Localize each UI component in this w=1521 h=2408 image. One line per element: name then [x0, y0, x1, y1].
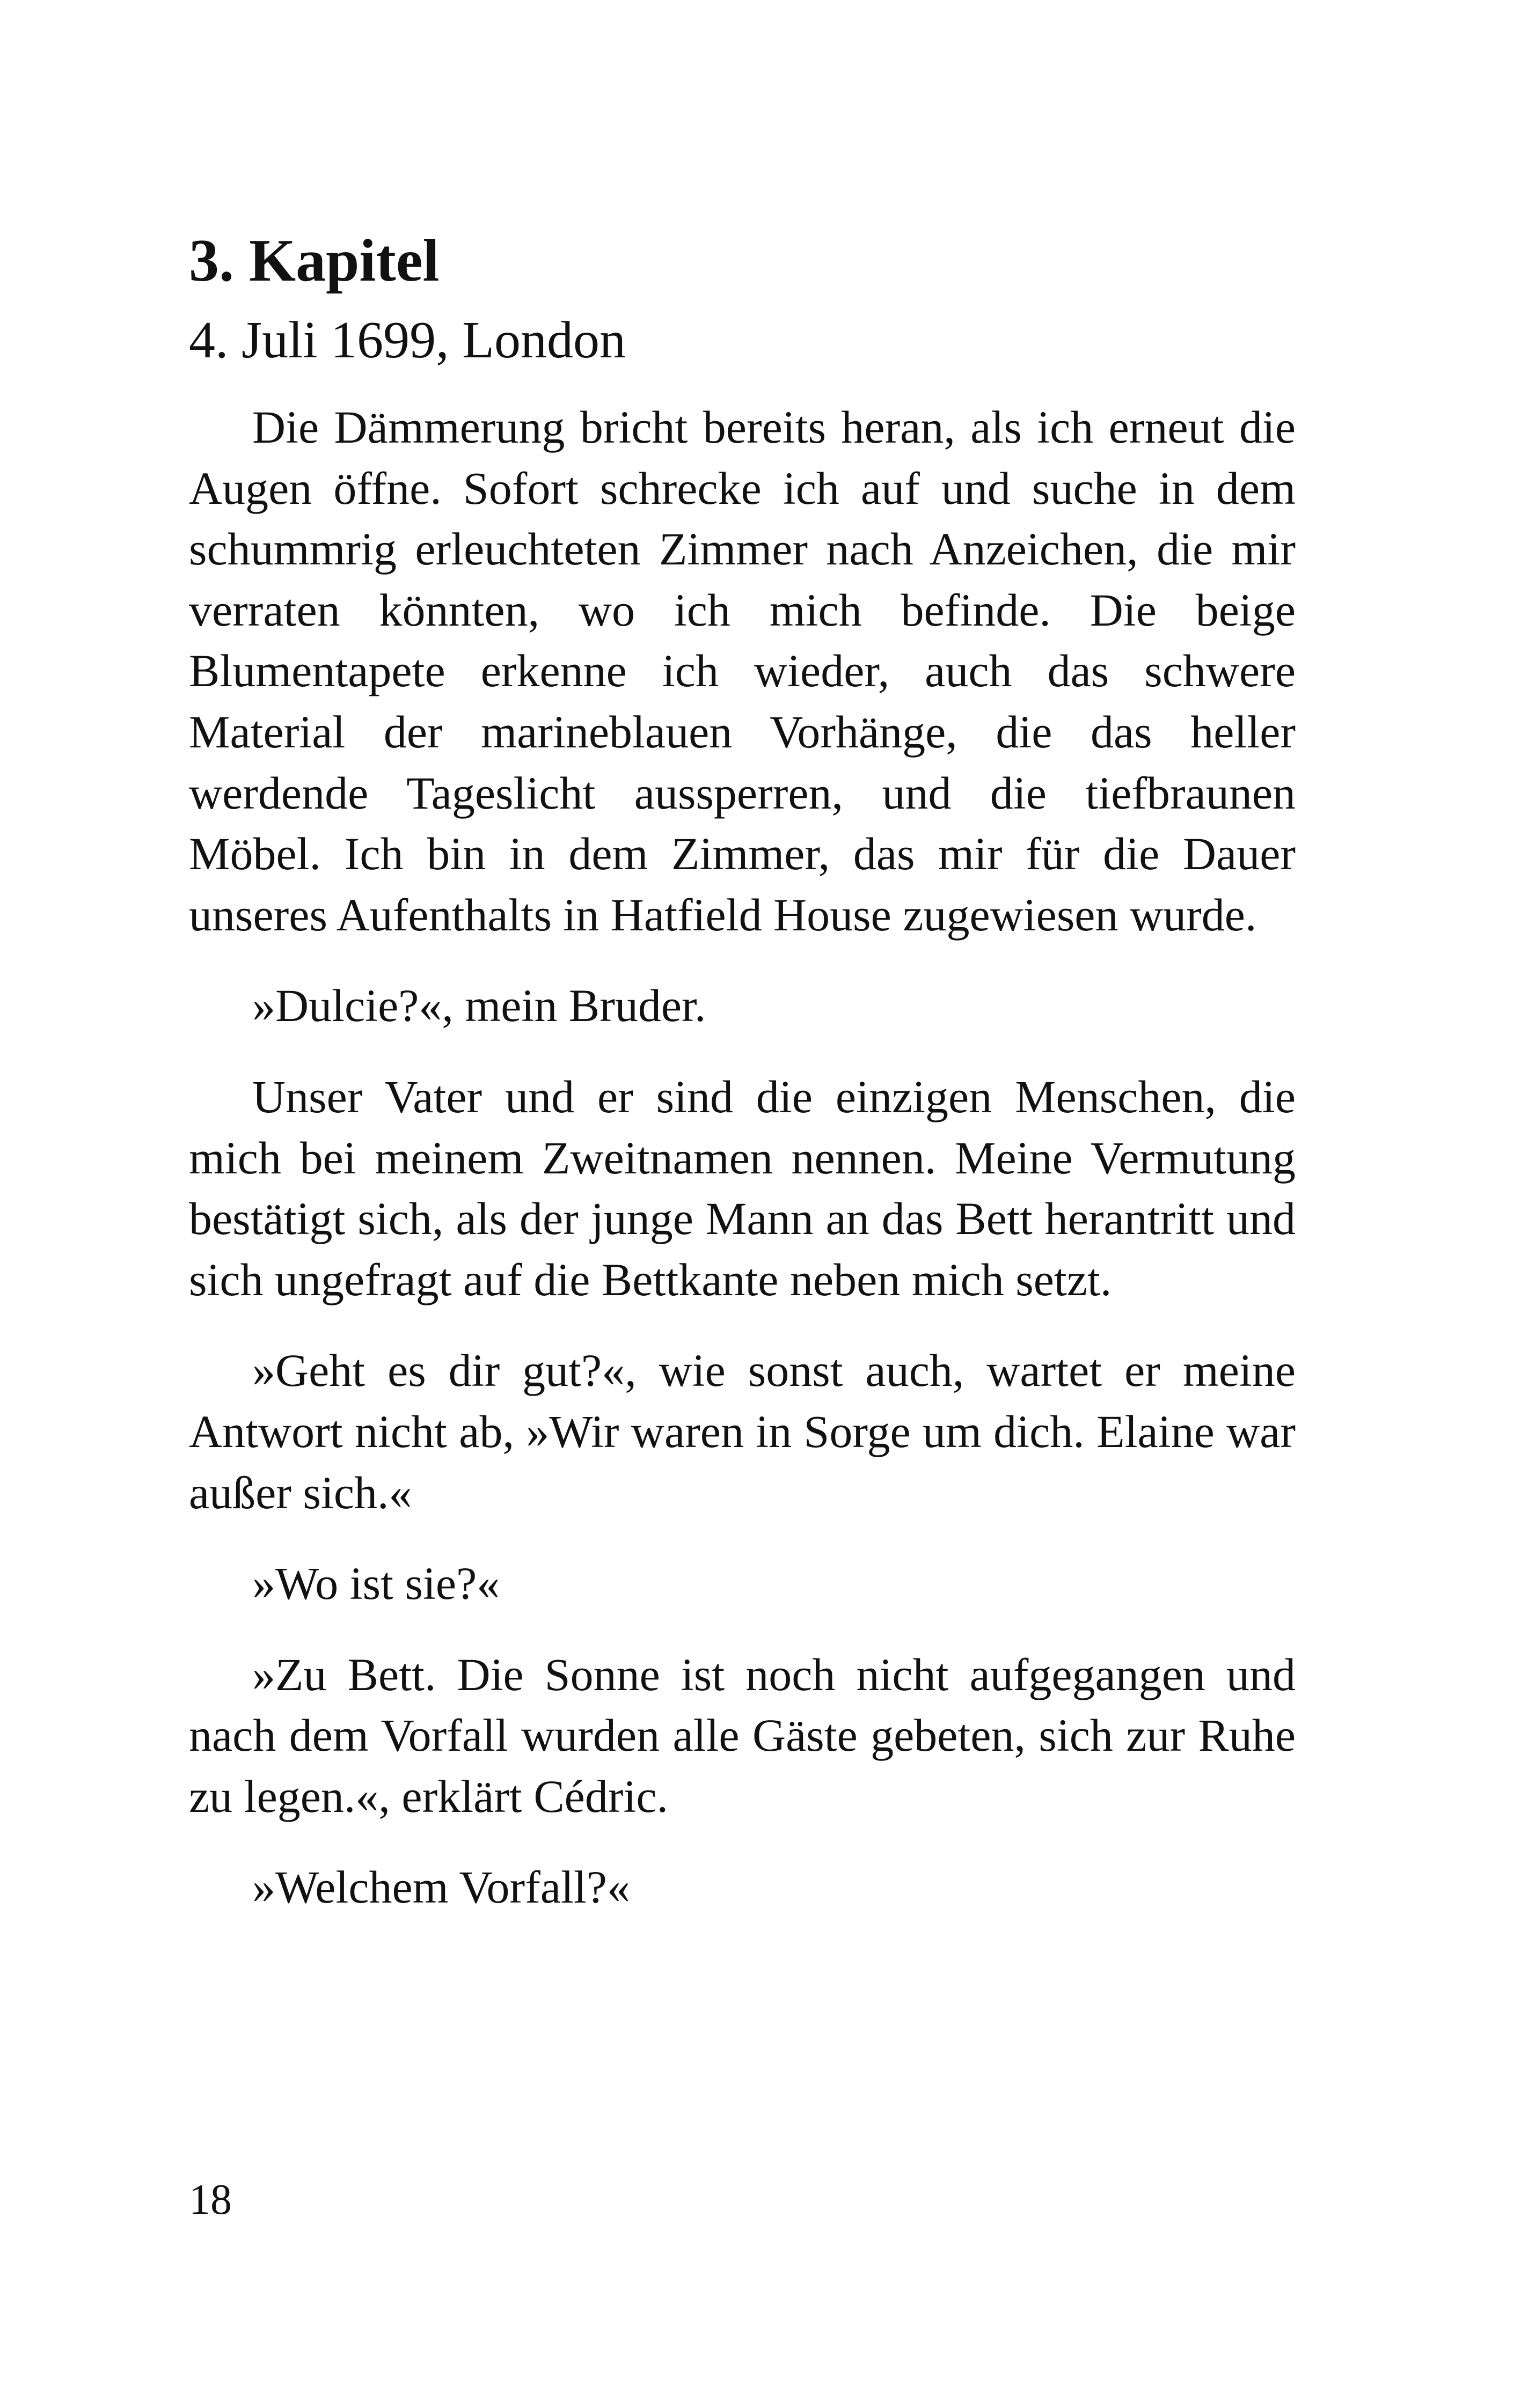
paragraph: »Dulcie?«, mein Bruder. [252, 980, 706, 1032]
paragraph: »Geht es dir gut?«, wie sonst auch, wartet er meine Antwort nicht ab, »Wir waren in Sorge um dich. Elaine war außer sich.« [189, 1345, 1296, 1518]
paragraph: Unser Vater und er sind die einzigen Menschen, die mich bei meinem Zweitnamen nennen. Meine Vermutung bestätigt sich, als der junge Mann an das Bett herantritt und sich ungefragt auf die Bettkante neben mich setzt. [189, 1070, 1296, 1305]
paragraph: »Zu Bett. Die Sonne ist noch nicht aufgegangen und nach dem Vorfall wurden alle Gäste gebeten, sich zur Ruhe zu legen.«, erklärt Cédric. [189, 1648, 1296, 1822]
paragraph: »Wo ist sie?« [252, 1558, 500, 1610]
paragraph: Die Dämmerung bricht bereits heran, als ich erneut die Augen öffne. Sofort schrecke ich auf und suche in dem schummrig erleuchteten Zimmer nach Anzeichen, die mir verraten könnten, wo ich mich befinde. Die beige Blumentapete erkenne ich wieder, auch das schwere Material der marineblauen Vorhänge, die das heller werdende Tageslicht aussperren, und die tiefbraunen Möbel. Ich bin in dem Zimmer, das mir für die Dauer unseres Aufenthalts in Hatfield House zugewiesen wurde. [189, 401, 1296, 941]
paragraph: »Welchem Vorfall?« [252, 1861, 630, 1913]
body-text [189, 397, 1296, 1948]
chapter-title: 3. Kapitel [189, 227, 440, 294]
page-number: 18 [189, 2176, 232, 2223]
chapter-subtitle: 4. Juli 1699, London [189, 311, 626, 369]
